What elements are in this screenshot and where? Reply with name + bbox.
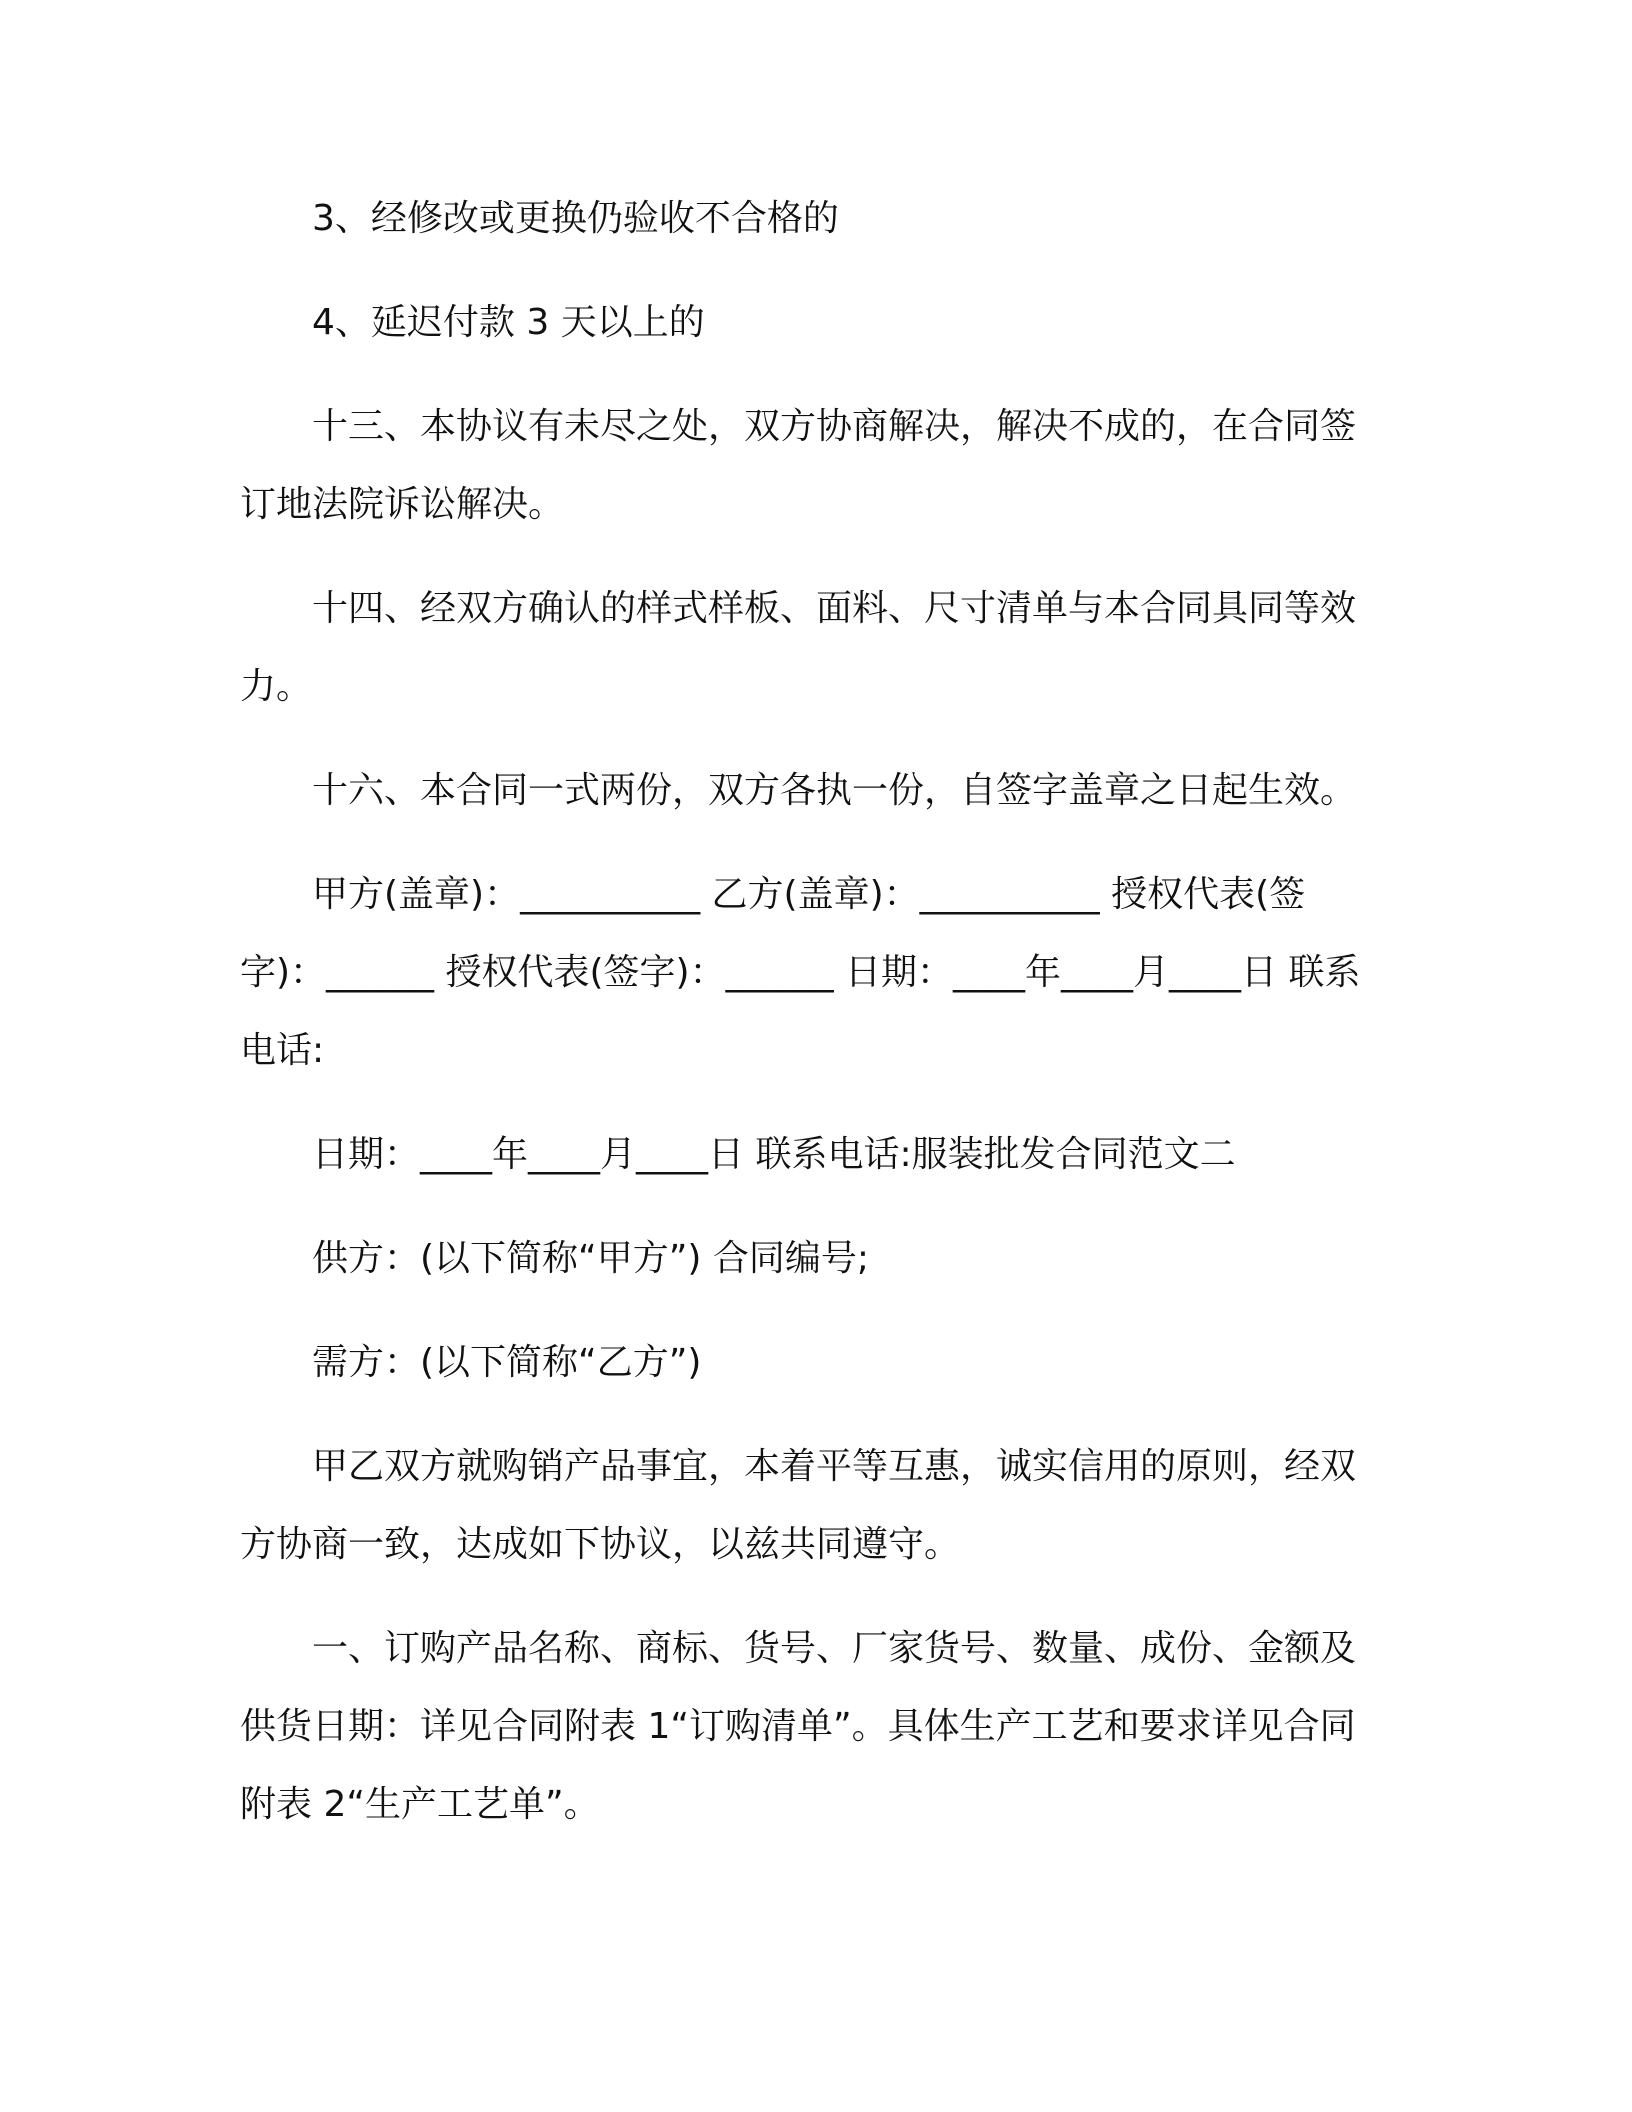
paragraph-clause-13: 十三、本协议有未尽之处，双方协商解决，解决不成的，在合同签订地法院诉讼解决。 <box>240 406 1357 525</box>
buyer-line: 需方：(以下简称“乙方”) <box>312 1342 702 1383</box>
agreement-intro: 甲乙双方就购销产品事宜，本着平等互惠，诚实信用的原则，经双方协商一致，达成如下协议，以兹共同遵守。 <box>240 1446 1357 1565</box>
supplier-line: 供方：(以下简称“甲方”) 合同编号; <box>312 1238 869 1279</box>
paragraph-clause-14: 十四、经双方确认的样式样板、面料、尺寸清单与本合同具同等效力。 <box>240 588 1357 707</box>
paragraph-clause-16: 十六、本合同一式两份，双方各执一份，自签字盖章之日起生效。 <box>312 770 1357 811</box>
date-contact-line: 日期：____年____月____日 联系电话:服装批发合同范文二 <box>312 1134 1236 1175</box>
paragraph-item-3: 3、经修改或更换仍验收不合格的 <box>312 198 839 239</box>
paragraph-item-4: 4、延迟付款 3 天以上的 <box>312 302 705 343</box>
clause-1-order-details: 一、订购产品名称、商标、货号、厂家货号、数量、成份、金额及供货日期：详见合同附表 1“订购清单”。具体生产工艺和要求详见合同附表 2“生产工艺单”。 <box>240 1628 1357 1825</box>
document-body <box>240 180 1390 1870</box>
signature-block: 甲方(盖章)：__________ 乙方(盖章)：__________ 授权代表(签字)：______ 授权代表(签字)：______ 日期：____年____月____日 联系电话: <box>240 874 1361 1071</box>
